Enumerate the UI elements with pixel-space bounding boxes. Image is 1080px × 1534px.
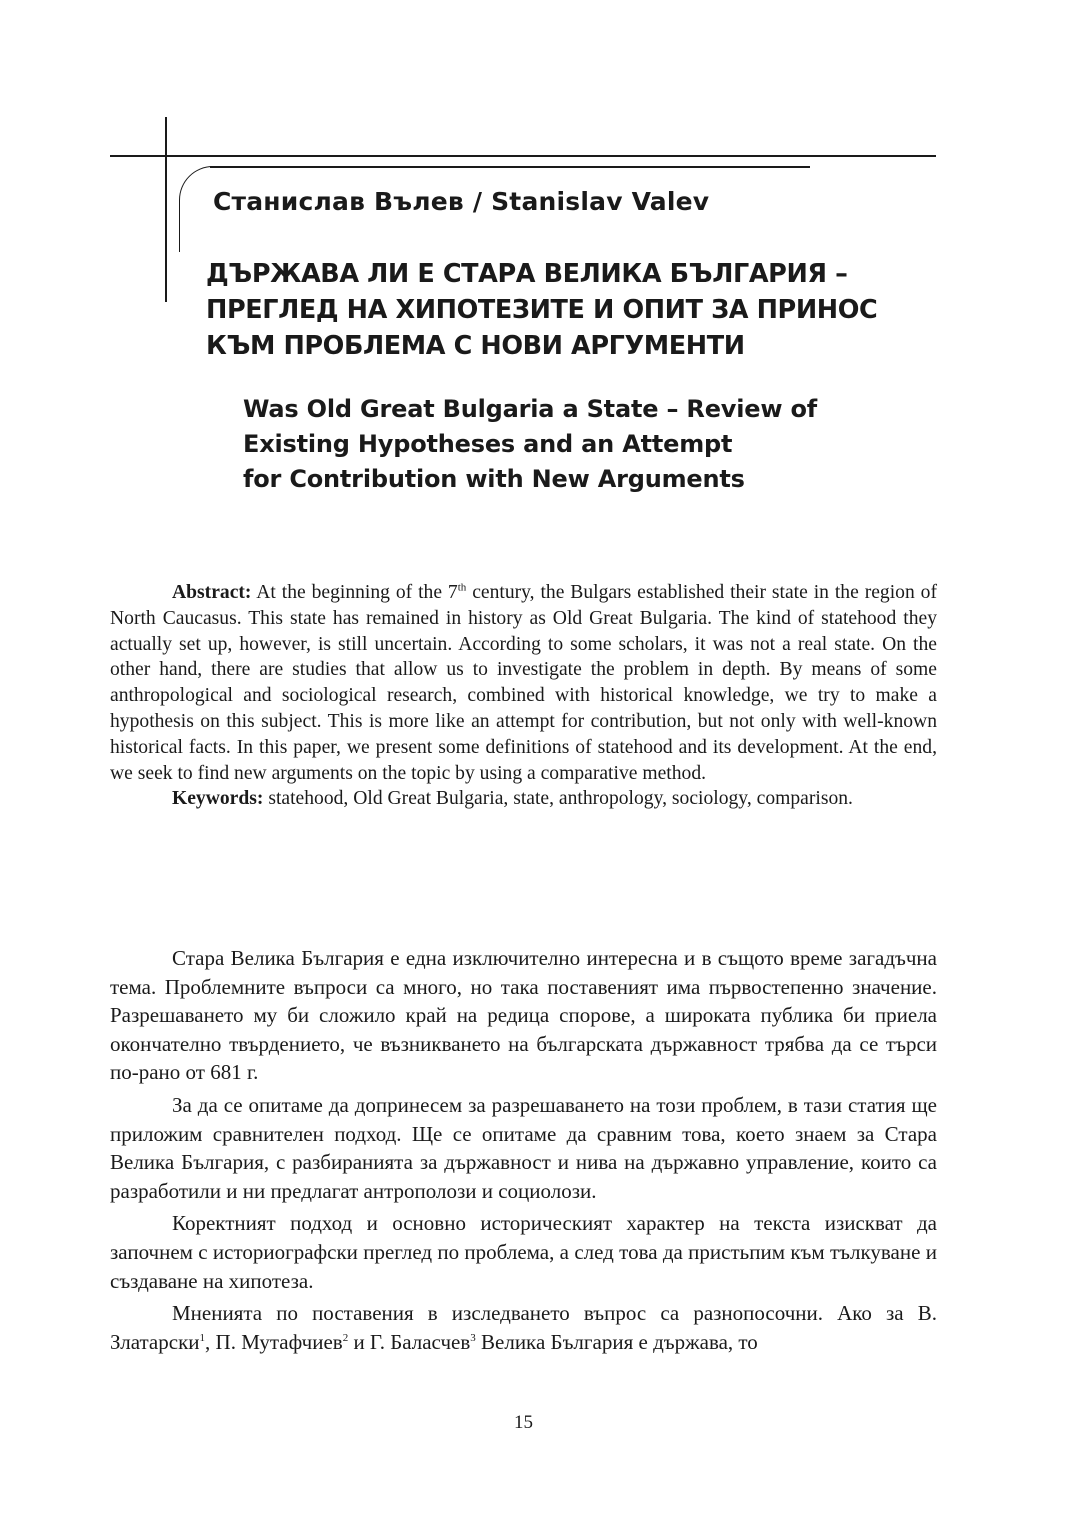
title-bg-line: КЪМ ПРОБЛЕМА С НОВИ АРГУМЕНТИ [206, 331, 745, 361]
body-p4-text: и Г. Баласчев [348, 1329, 471, 1354]
title-en-line: for Contribution with New Arguments [243, 465, 745, 493]
title-english [243, 392, 923, 497]
body-paragraph-2: За да се опитаме да допринесем за разрешаването на този проблем, в тази статия ще приложим сравнителен подход. Ще се опитаме да сравним това, което знаем за Стара Велика България, с разбиранията за държавност и нива на държавно управление, които са разработили и ни предлагат антрополози и социолози. [110, 1092, 937, 1203]
body-paragraph-4 [110, 1299, 937, 1356]
keywords-text: statehood, Old Great Bulgaria, state, anthropology, sociology, comparison. [268, 788, 853, 810]
body-p4-text: , П. Мутафчиев [205, 1329, 343, 1354]
abstract-paragraph [110, 580, 937, 786]
title-en-line: Existing Hypotheses and an Attempt [243, 430, 733, 458]
header-rule-vertical [165, 117, 167, 302]
abstract-superscript: th [457, 581, 467, 594]
header-rule-inner [210, 166, 810, 168]
body-paragraph-1: Стара Велика България е една изключително интересна и в същото време загадъчна тема. Проблемните въпроси са много, но така поставеният има първостепенно значение. Разрешаването му би сложило край на редица спорове, а широката публика би приела окончателно твърдението, че възникването на българската държавност трябва да се търси по-рано от 681 г. [110, 946, 937, 1085]
title-bulgarian [206, 256, 946, 364]
title-bg-line: ПРЕГЛЕД НА ХИПОТЕЗИТЕ И ОПИТ ЗА ПРИНОС [206, 295, 878, 325]
body-text [110, 944, 937, 1360]
abstract-label: Abstract: [172, 582, 252, 603]
header-rule-horizontal [110, 155, 936, 157]
footnote-ref-3[interactable]: 3 [470, 1331, 476, 1344]
footnote-ref-1[interactable]: 1 [199, 1331, 206, 1344]
body-p4-text: Мненията по поставения в изследването въпрос са разнопосочни. Ако за В. Златарски [110, 1301, 937, 1354]
body-paragraph-3: Коректният подход и основно историческият характер на текста изискват да започнем с историографски преглед по проблема, а след това да пристьпим към тълкуване и създаване на хипотеза. [110, 1211, 937, 1293]
abstract-section [110, 580, 937, 812]
abstract-text: century, the Bulgars established their state in the region of North Caucasus. This state has remained in history as Old Great Bulgaria. The kind of statehood they actually set up, however, is still uncertain. According to some scholars, it was not a real state. On the other hand, there are studies that allow us to investigate the problem in depth. By means of some anthropological and sociological research, combined with historical knowledge, we try to make a hypothesis on this subject. This is more like an attempt for contribution, but not only with well-known historical facts. In this paper, we present some definitions of statehood and its development. At the end, we seek to find new arguments on the topic by using a comparative method. [110, 582, 937, 784]
author-name: Станислав Вълев / Stanislav Valev [213, 187, 710, 216]
keywords-label: Keywords: [172, 788, 264, 810]
footnote-ref-2[interactable]: 2 [342, 1331, 349, 1344]
header-rounded-corner [179, 166, 215, 252]
page-number: 15 [514, 1412, 533, 1433]
keywords-paragraph [110, 786, 937, 812]
abstract-text-start: At the beginning of the 7 [256, 582, 458, 603]
body-p4-text: Велика България е държава, то [475, 1329, 758, 1354]
title-bg-line: ДЪРЖАВА ЛИ Е СТАРА ВЕЛИКА БЪЛГАРИЯ – [206, 259, 848, 289]
title-en-line: Was Old Great Bulgaria a State – Review of [243, 395, 817, 423]
